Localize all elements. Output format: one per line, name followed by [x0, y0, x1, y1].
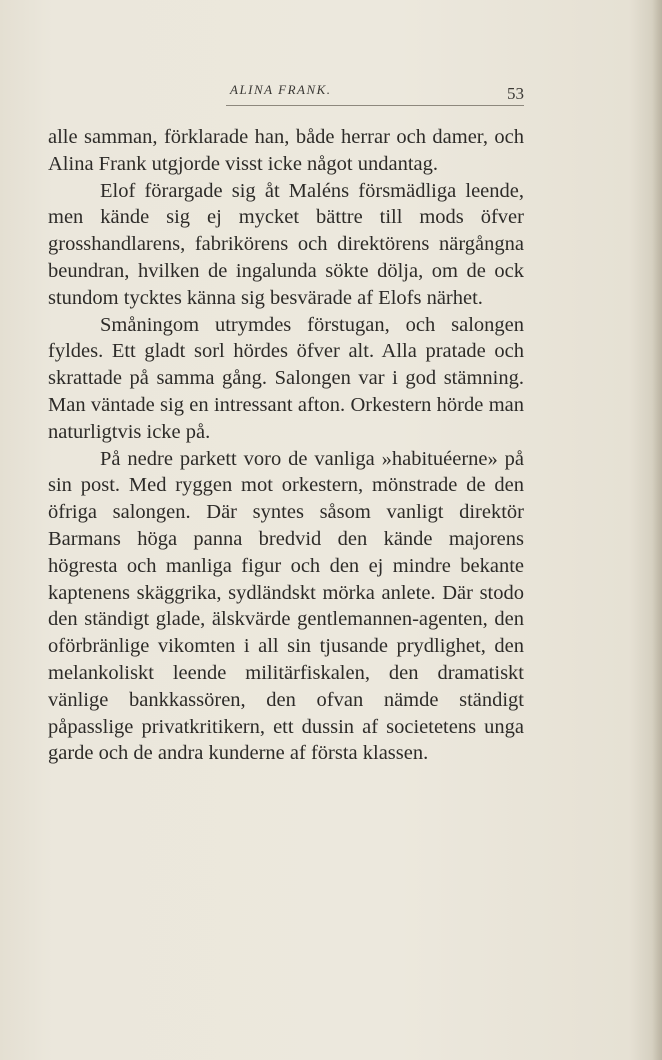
- paragraph-3: Småningom utrymdes förstugan, och salongen fyldes. Ett gladt sorl hördes öfver alt. Alla pratade och skrattade på samma gång. Salongen var i god stämning. Man väntade sig en intressant afton. Orkestern hörde man naturligtvis icke på.: [48, 313, 524, 443]
- running-head: ALINA FRANK.: [230, 82, 332, 97]
- page-header: [48, 78, 524, 108]
- page-number: 53: [507, 84, 524, 103]
- page-edge-shadow: [652, 0, 662, 1060]
- paragraph-2: Elof förargade sig åt Maléns försmädliga leende, men kände sig ej mycket bättre till mods öfver grosshandlarens, fabrikörens och direktörens närgångna beundran, hvilken de ingalunda sökte dölja, om de ock stundom tycktes känna sig besvärade af Elofs närhet.: [48, 179, 524, 309]
- paragraph-1: alle samman, förklarade han, både herrar och damer, och Alina Frank utgjorde visst icke något undantag.: [48, 126, 524, 175]
- header-rule: [226, 105, 524, 106]
- body-text: [48, 124, 524, 767]
- paragraph-4: På nedre parkett voro de vanliga »habituéerne» på sin post. Med ryggen mot orkestern, mönstrade de den öfriga salongen. Där syntes såsom vanligt direktör Barmans höga panna bredvid den kände majorens högresta och manliga figur och den ej mindre bekante kaptenens skäggrika, sydländskt mörka anlete. Där stodo den ständigt glade, älskvärde gentlemannen-agenten, den oförbränlige vikomten i all sin tjusande prydlighet, den melankoliskt leende militärfiskalen, den dramatiskt vänlige bankkassören, den ofvan nämde ständigt påpasslige privatkritikern, ett dussin af societetens unga garde och de andra kunderne af första klassen.: [48, 447, 524, 765]
